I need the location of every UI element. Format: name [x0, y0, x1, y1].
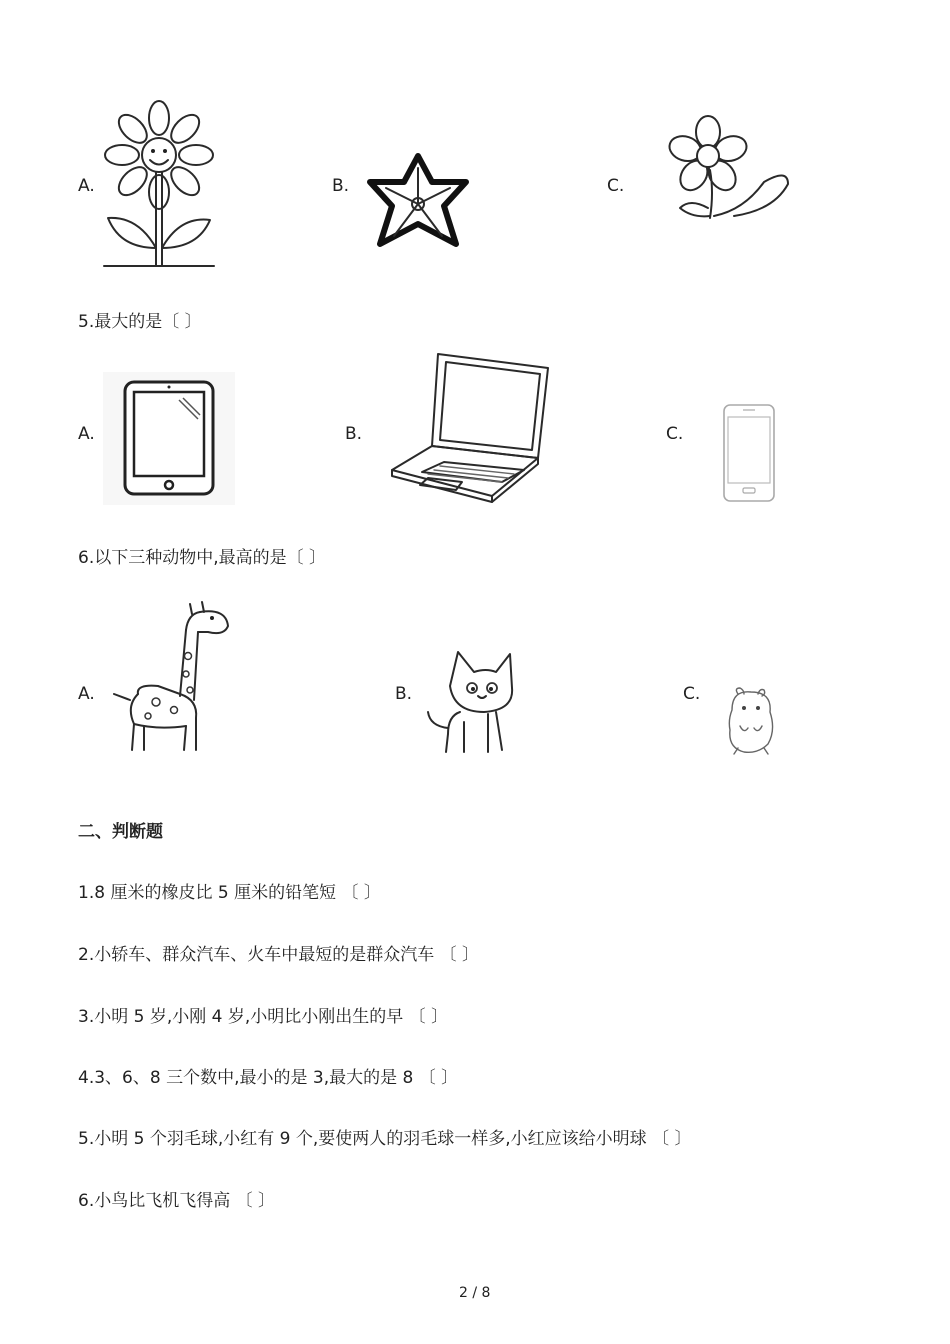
question-6-text: 6.以下三种动物中,最高的是〔 〕 [78, 548, 327, 568]
q6-option-b-label: B. [395, 684, 413, 704]
judgment-item-2: 2.小轿车、群众汽车、火车中最短的是群众汽车 〔 〕 [78, 945, 480, 965]
judgment-item-4: 4.3、6、8 三个数中,最小的是 3,最大的是 8 〔 〕 [78, 1068, 459, 1088]
q5-option-b-label: B. [345, 424, 363, 444]
judgment-item-1: 1.8 厘米的橡皮比 5 厘米的铅笔短 〔 〕 [78, 883, 381, 903]
giraffe-icon [108, 596, 232, 756]
star-flower-icon [362, 152, 474, 258]
q6-option-a-label: A. [78, 684, 95, 704]
question-5-text: 5.最大的是〔 〕 [78, 312, 202, 332]
page-number: 2 / 8 [459, 1285, 491, 1301]
phone-icon [723, 404, 775, 502]
smiling-flower-icon [100, 98, 218, 270]
q5-option-a-label: A. [78, 424, 95, 444]
q4-option-c-label: C. [607, 176, 625, 196]
q4-option-b-label: B. [332, 176, 350, 196]
q5-option-c-label: C. [666, 424, 684, 444]
judgment-item-3: 3.小明 5 岁,小刚 4 岁,小明比小刚出生的早 〔 〕 [78, 1007, 449, 1027]
judgment-item-5: 5.小明 5 个羽毛球,小红有 9 个,要使两人的羽毛球一样多,小红应该给小明球 〔 〕 [78, 1129, 692, 1149]
q4-option-a-label: A. [78, 176, 95, 196]
tablet-icon [103, 372, 235, 505]
cat-icon [424, 646, 520, 756]
laptop-icon [388, 350, 552, 500]
daisy-flower-icon [662, 112, 792, 224]
hamster-icon [724, 686, 778, 756]
judgment-item-6: 6.小鸟比飞机飞得高 〔 〕 [78, 1191, 276, 1211]
q6-option-c-label: C. [683, 684, 701, 704]
section-heading: 二、判断题 [78, 822, 163, 842]
